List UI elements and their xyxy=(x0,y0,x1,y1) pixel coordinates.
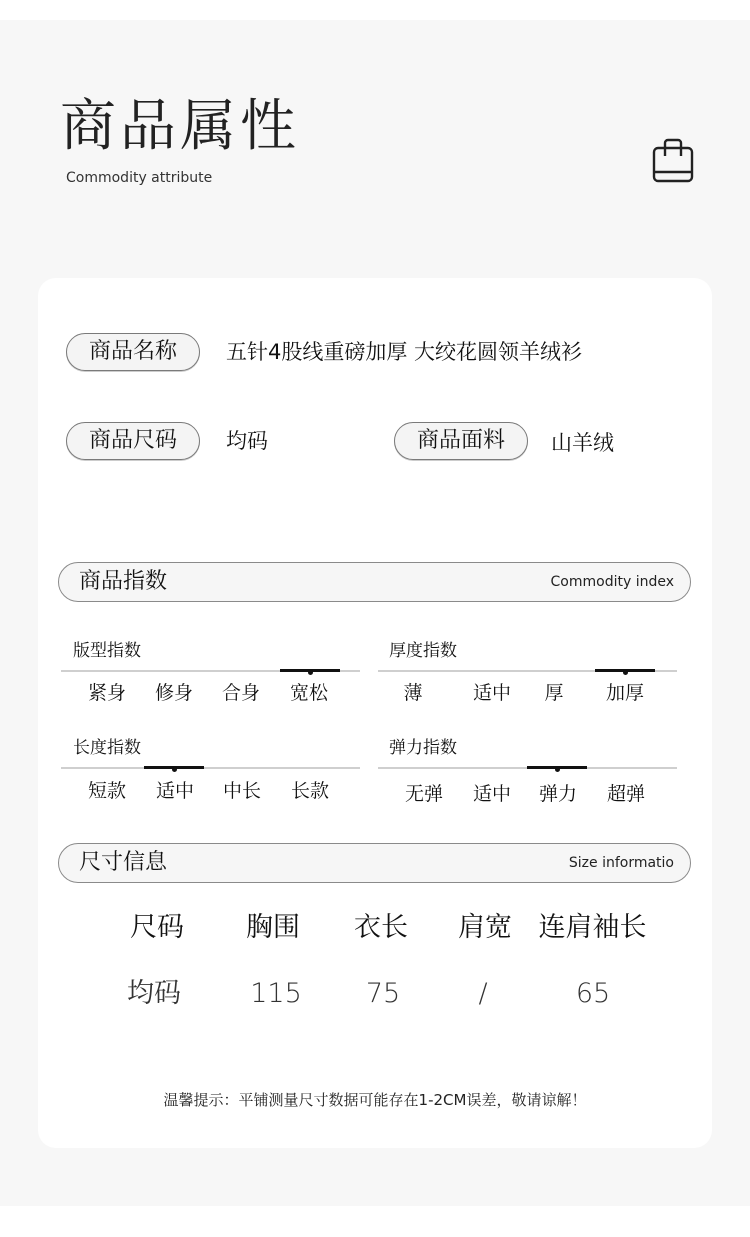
thickness-option: 适中 xyxy=(472,682,511,704)
fit-index-marker xyxy=(280,669,340,672)
size-section-title: 尺寸信息 xyxy=(79,850,168,875)
fit-option: 紧身 xyxy=(87,682,126,704)
thickness-index-marker xyxy=(595,669,655,672)
elasticity-option-selected: 弹力 xyxy=(538,783,577,805)
size-table-cell: 75 xyxy=(365,978,401,1009)
size-table-cell: / xyxy=(478,978,488,1009)
name-label: 商品名称 xyxy=(66,333,200,371)
length-option-selected: 适中 xyxy=(155,780,194,802)
fit-index-title: 版型指数 xyxy=(73,641,141,661)
fit-option: 修身 xyxy=(154,682,193,704)
size-table-header: 尺码 xyxy=(130,912,184,943)
size-table-header: 衣长 xyxy=(354,912,408,943)
shopping-bag-icon xyxy=(651,136,695,184)
length-option: 短款 xyxy=(87,780,126,802)
measurement-note: 温馨提示：平铺测量尺寸数据可能存在1-2CM误差，敬请谅解！ xyxy=(163,1091,587,1109)
fit-option-selected: 宽松 xyxy=(289,682,328,704)
page-title: 商品属性 xyxy=(60,94,300,159)
index-section-header xyxy=(58,562,691,602)
size-table-cell: 均码 xyxy=(127,978,181,1009)
length-option: 中长 xyxy=(222,780,261,802)
elasticity-index-marker xyxy=(527,766,587,769)
fabric-value: 山羊绒 xyxy=(551,431,614,455)
size-table-cell: 115 xyxy=(250,978,302,1009)
elasticity-option: 适中 xyxy=(472,783,511,805)
size-table-header: 连肩袖长 xyxy=(538,912,647,943)
size-section-subtitle: Size informatio xyxy=(568,855,674,871)
fabric-label: 商品面料 xyxy=(394,422,528,460)
thickness-option-selected: 加厚 xyxy=(605,682,644,704)
size-value: 均码 xyxy=(226,429,268,453)
thickness-option: 厚 xyxy=(544,682,564,704)
thickness-option: 薄 xyxy=(403,682,423,704)
length-option: 长款 xyxy=(290,780,329,802)
size-label: 商品尺码 xyxy=(66,422,200,460)
size-table-header: 肩宽 xyxy=(458,912,512,943)
length-index-marker xyxy=(144,766,204,769)
size-table-header: 胸围 xyxy=(246,912,300,943)
elasticity-option: 超弹 xyxy=(606,783,645,805)
attribute-card xyxy=(38,278,712,1148)
elasticity-index-title: 弹力指数 xyxy=(389,738,457,758)
size-section-header xyxy=(58,843,691,883)
thickness-index-title: 厚度指数 xyxy=(389,641,457,661)
page-subtitle: Commodity attribute xyxy=(66,170,213,186)
index-section-title: 商品指数 xyxy=(79,569,168,594)
length-index-title: 长度指数 xyxy=(73,738,141,758)
fit-option: 合身 xyxy=(221,682,260,704)
elasticity-option: 无弹 xyxy=(404,783,443,805)
index-section-subtitle: Commodity index xyxy=(550,574,674,590)
name-value: 五针4股线重磅加厚 大绞花圆领羊绒衫 xyxy=(226,340,583,364)
length-index-track xyxy=(61,767,360,769)
size-table-cell: 65 xyxy=(575,978,611,1009)
